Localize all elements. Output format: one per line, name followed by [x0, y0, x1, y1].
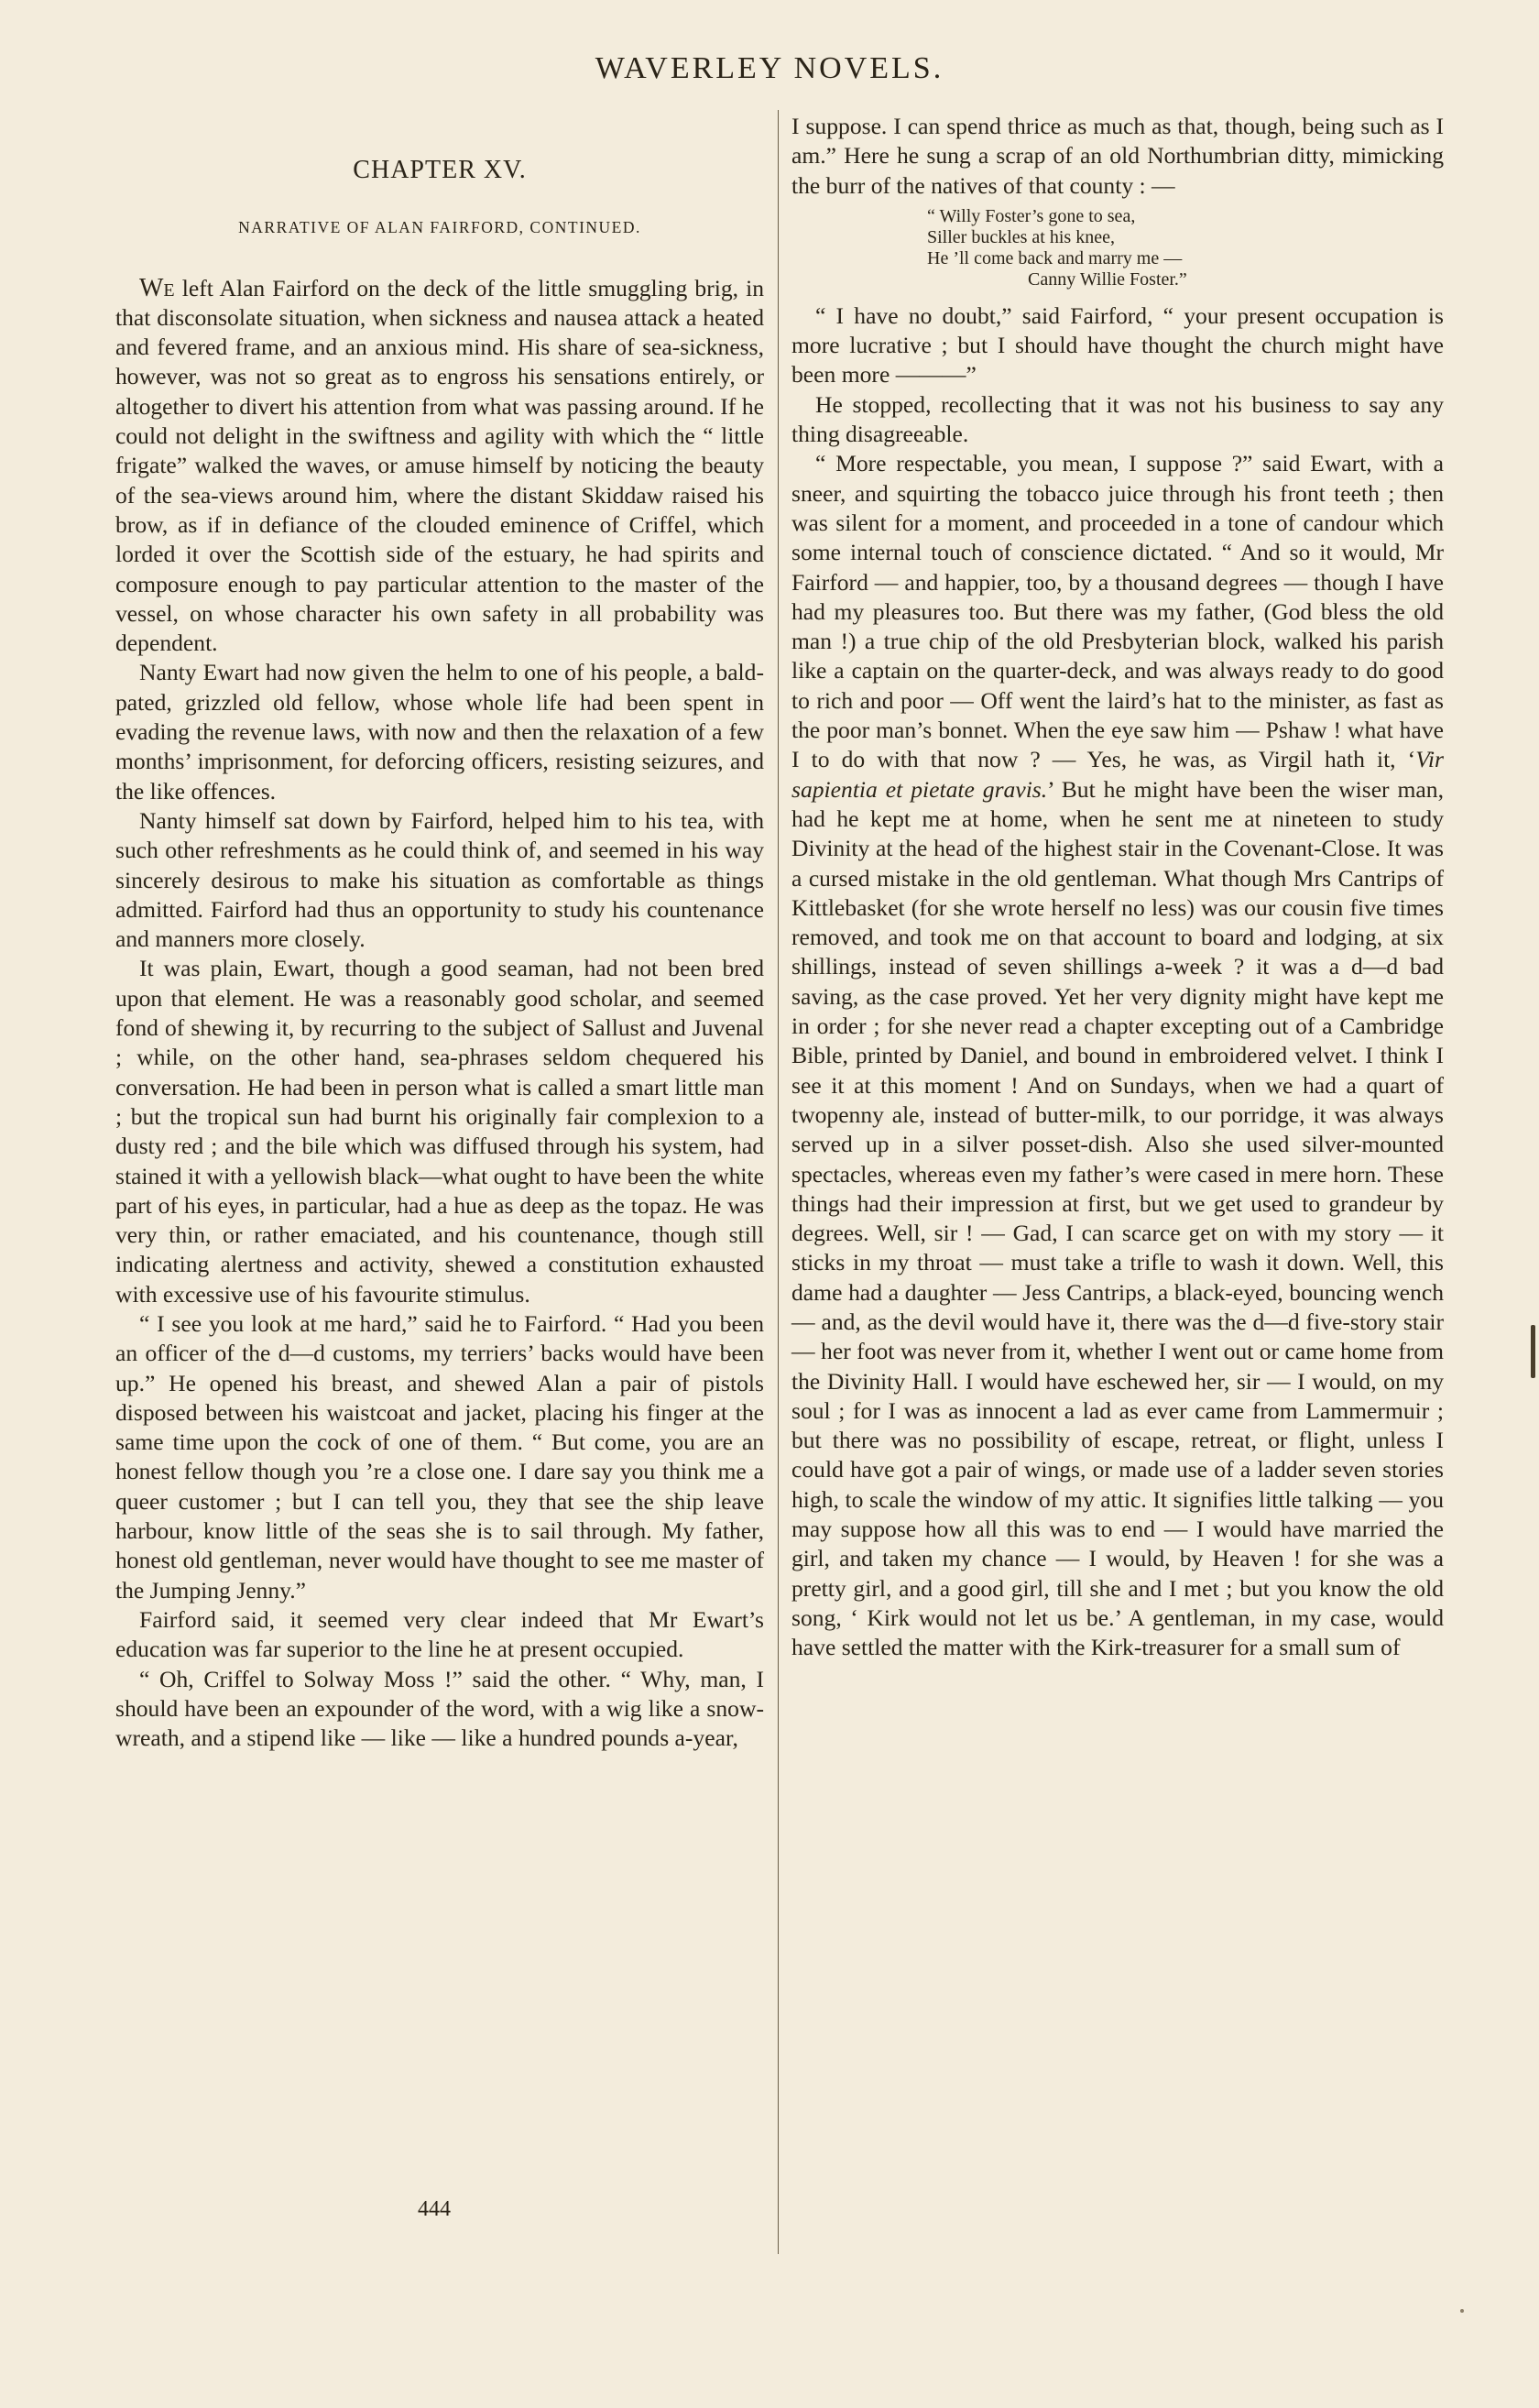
paragraph: I suppose. I can spend thrice as much as that, though, being such as I am.” Here he sung a scrap of an old Northumbrian ditty, mimicking the burr of the natives of that county : — — [791, 113, 1444, 199]
paragraph: Nanty himself sat down by Fairford, helped him to his tea, with such other refreshments as he could think of, and seemed in his way sincerely desirous to make his situation as comfortable as things admitted. Fairford had thus an opportunity to study his countenance and manners more closely. — [115, 806, 764, 953]
verse-line: He ’ll come back and marry me — — [927, 247, 1183, 268]
latin-quotation: Vir sapientia et pietate gravis. — [791, 746, 1444, 803]
opening-word: We — [139, 273, 175, 302]
paragraph: He stopped, recollecting that it was not his business to say any thing disagreeable. — [791, 390, 1444, 448]
page-number: 444 — [418, 2197, 451, 2221]
verse-line: Siller buckles at his knee, — [927, 226, 1115, 247]
paragraph: It was plain, Ewart, though a good seaman, had not been bred upon that element. He was a reasonably good scholar, and seemed fond of shewing it, by recurring to the subject of Sallust and Juvenal ; while, on the other hand, sea-phrases seldom chequered his conversation. He had been in person what is called a smart little man ; but the tropical sun had burnt his originally fair complexion to a dusty red ; and the bile which was diffused through his system, had stained it with a yellowish black—what ought to have been the white part of his eyes, in particular, had a hue as deep as the topaz. He was very thin, or rather emaciated, and his countenance, though still indicating alertness and activity, shewed a constitution exhausted with excessive use of his favourite stimulus. — [115, 955, 764, 1308]
paragraph: “ More respectable, you mean, I suppose ?” said Ewart, with a sneer, and squirting the tobacco juice through his front teeth ; then was silent for a moment, and proceeded in a tone of candour which some internal touch of conscience dictated. “ And so it would, Mr Fairford — and happier, too, by a thousand degrees — though I have had my pleasures too. But there was my father, (God bless the old man !) a true chip of the old Presbyterian block, walked his parish like a captain on the quarter-deck, and was always ready to do good to rich and poor — Off went the laird’s hat to the minister, as fast as the poor man’s bonnet. When the eye saw him — Pshaw ! what have I to do with that now ? — Yes, he was, as Virgil hath it, ‘Vir sapientia et pietate gravis.’ But he might have been the wiser man, had he kept me at home, when he sent me at nineteen to study Divinity at the head of the highest stair in the Covenant-Close. It was a cursed mistake in the old gentleman. What though Mrs Cantrips of Kittlebasket (for she wrote herself no less) was our cousin five times removed, and took me on that account to board and lodging, at six shillings, instead of seven shillings a-week ? it was a d—d bad saving, as the case proved. Yet her very dignity might have kept me in order ; for she never read a chapter excepting out of a Cambridge Bible, printed by Daniel, and bound in embroidered velvet. I think I see it at this moment ! And on Sundays, when we had a quart of twopenny ale, instead of butter-milk, to our porridge, it was always served up in a silver posset-dish. Also she used silver-mounted spectacles, whereas even my father’s were cased in mere horn. These things had their impression at first, but we get used to grandeur by degrees. Well, sir ! — Gad, I can scarce get on with my story — it sticks in my throat — must take a trifle to wash it down. Well, this dame had a daughter — Jess Cantrips, a black-eyed, bouncing wench — and, as the devil would have it, there was the d—d five-story stair — her foot was never from it, whether I went out or came home from the Divinity Hall. I would have eschewed her, sir — I would, on my soul ; for I was as innocent a lad as ever came from Lammermuir ; but there was no possibility of escape, retreat, or flight, unless I could have got a pair of wings, or made use of a ladder seven stories high, to scale the window of my attic. It signifies little talking — you may suppose how all this was to end — I would have married the girl, and taken my chance — I would, by Heaven ! for she was a pretty girl, and a good girl, till she and I met ; but you know the old song, ‘ Kirk would not let us be.’ A gentleman, in my case, would have settled the matter with the Kirk-treasurer for a small sum of — [791, 450, 1444, 1661]
paragraph: “ Oh, Criffel to Solway Moss !” said the other. “ Why, man, I should have been an expounder of the word, with a wig like a snow-wreath, and a stipend like — like — like a hundred pounds a-year, — [115, 1665, 764, 1752]
verse-line: Canny Willie Foster.” — [1028, 268, 1187, 290]
paragraph: Nanty Ewart had now given the helm to one of his people, a bald-pated, grizzled old fellow, whose whole life had been spent in evading the revenue laws, with now and then the relaxation of a few months’ imprisonment, for deforcing officers, resisting seizures, and the like offences. — [115, 659, 764, 804]
verse-quotation — [927, 206, 1444, 290]
paragraph: We left Alan Fairford on the deck of the little smuggling brig, in that disconsolate situation, when sickness and nausea attack a heated and fevered frame, and an anxious mind. His share of sea-sickness, however, was not so great as to engross his sensations entirely, or altogether to divert his attention from what was passing around. If he could not delight in the swiftness and agility with which the “ little frigate” walked the waves, or amuse himself by noticing the beauty of the sea-views around him, where the distant Skiddaw raised his brow, as if in defiance of the clouded eminence of Criffel, which lorded it over the Scottish side of the estuary, he had spirits and composure enough to pay particular attention to the master of the vessel, on whose character his own safety in all probability was dependent. — [115, 273, 764, 657]
chapter-subtitle: NARRATIVE OF ALAN FAIRFORD, CONTINUED. — [238, 218, 641, 237]
verse-line: “ Willy Foster’s gone to sea, — [927, 205, 1136, 226]
left-column — [115, 112, 764, 1753]
paragraph: Fairford said, it seemed very clear indeed that Mr Ewart’s education was far superior to the line he at present occupied. — [115, 1605, 764, 1663]
chapter-title: CHAPTER XV. — [353, 156, 527, 184]
margin-mark — [1531, 1325, 1535, 1378]
right-column — [791, 112, 1444, 1663]
paper-speck — [1460, 2309, 1464, 2313]
running-title: WAVERLEY NOVELS. — [595, 51, 944, 85]
paragraph: “ I see you look at me hard,” said he to Fairford. “ Had you been an officer of the d—d customs, my terriers’ backs would have been up.” He opened his breast, and shewed Alan a pair of pistols disposed between his waistcoat and jacket, placing his finger at the same time upon the cock of one of them. “ But come, you are an honest fellow though you ’re a close one. I dare say you think me a queer customer ; but I can tell you, they that see the ship leave harbour, know little of the seas she is to sail through. My father, honest old gentleman, never would have thought to see me master of the Jumping Jenny.” — [115, 1309, 764, 1604]
paragraph: “ I have no doubt,” said Fairford, “ your present occupation is more lucrative ; but I should have thought the church might have been more ———” — [791, 301, 1444, 389]
column-rule — [778, 110, 779, 2254]
